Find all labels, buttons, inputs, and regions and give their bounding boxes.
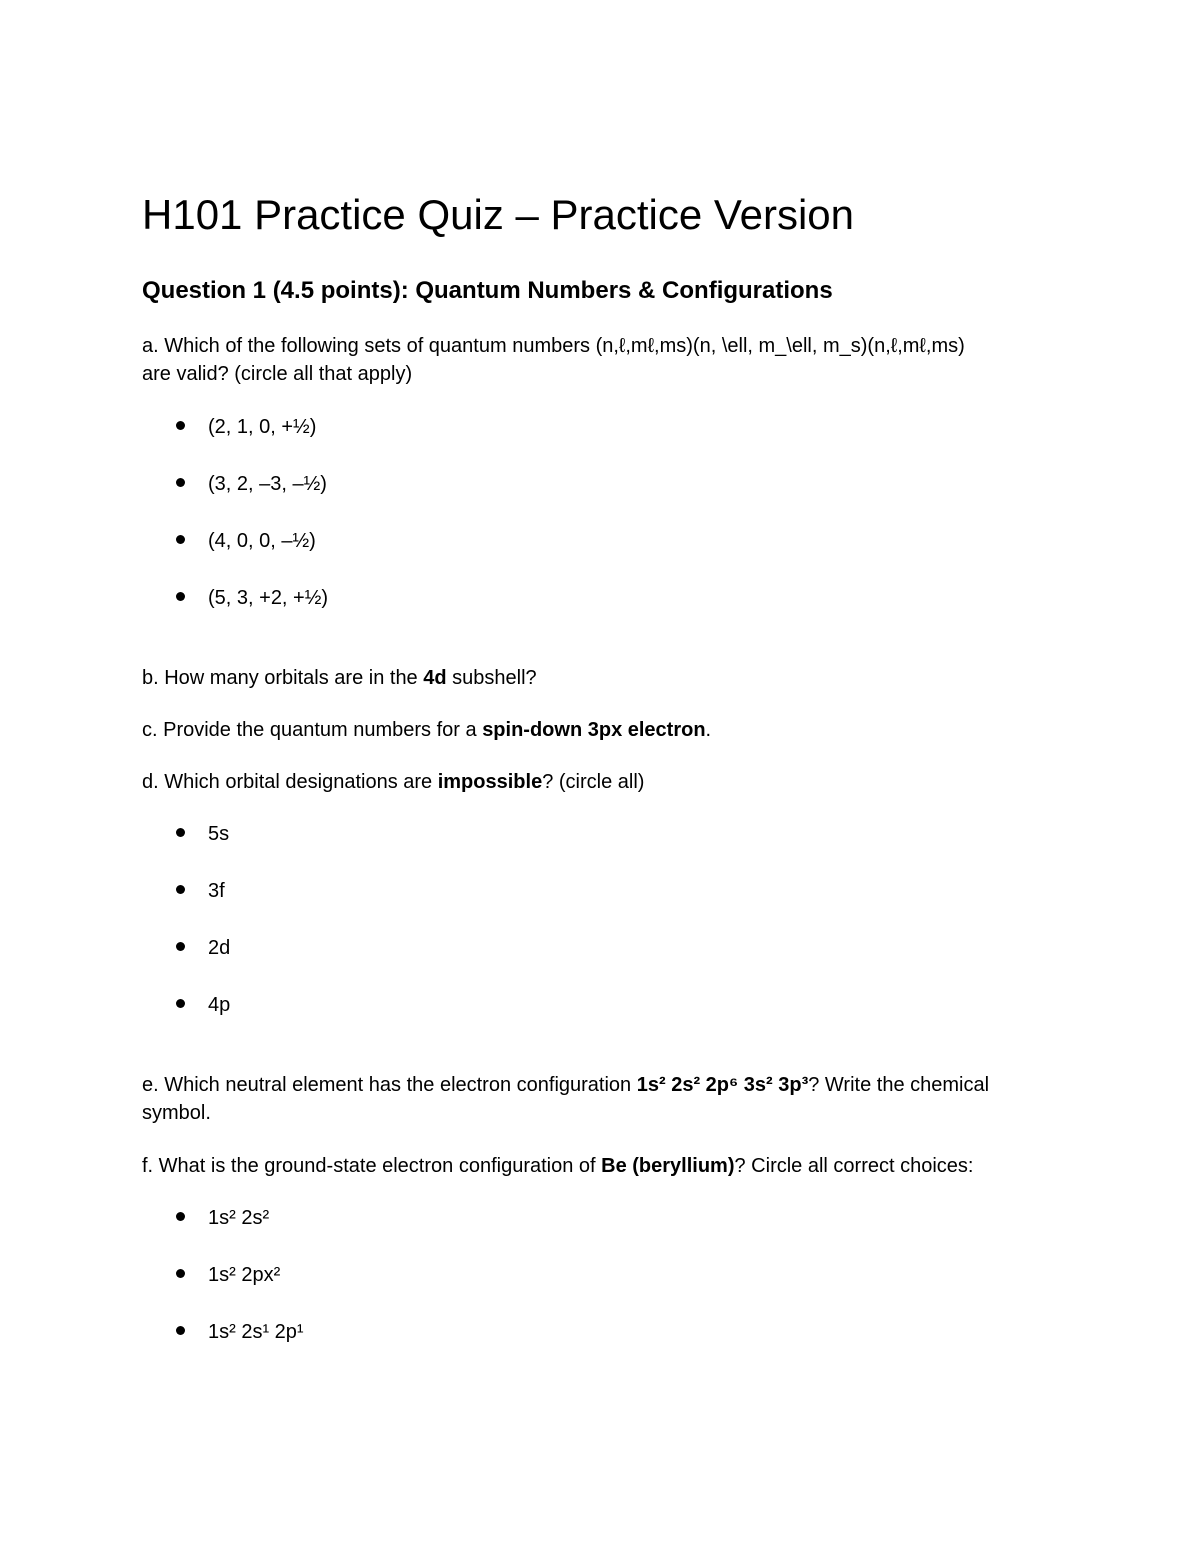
part-f-prefix: f. What is the ground-state electron configuration of xyxy=(142,1155,602,1177)
part-a-line2: are valid? (circle all that apply) xyxy=(142,363,413,385)
part-b-suffix: subshell? xyxy=(446,667,537,689)
list-item xyxy=(176,470,327,498)
option-text: 4p xyxy=(208,994,231,1016)
part-e-prefix: e. Which neutral element has the electron configuration xyxy=(142,1074,637,1096)
option-text: (3, 2, –3, –½) xyxy=(208,473,327,495)
question-part-e xyxy=(142,1071,1062,1127)
part-e-line1 xyxy=(142,1071,1062,1099)
option-text: 2d xyxy=(208,937,231,959)
bullet-icon xyxy=(176,942,185,951)
option-text: (5, 3, +2, +½) xyxy=(208,587,329,609)
option-text: 1s² 2s¹ 2p¹ xyxy=(208,1321,304,1343)
list-item xyxy=(176,877,225,905)
bullet-icon xyxy=(176,592,185,601)
list-item xyxy=(176,1318,304,1346)
part-f-suffix: ? Circle all correct choices: xyxy=(734,1155,974,1177)
bullet-icon xyxy=(176,421,185,430)
question-part-c xyxy=(142,716,1062,744)
bullet-icon xyxy=(176,885,185,894)
option-text: 3f xyxy=(208,880,225,902)
part-f-bold: Be (beryllium) xyxy=(601,1155,735,1177)
bullet-icon xyxy=(176,478,185,487)
list-item xyxy=(176,1204,269,1232)
question-part-a xyxy=(142,332,1062,388)
page-title: H101 Practice Quiz – Practice Version xyxy=(142,191,854,238)
list-item xyxy=(176,1261,280,1289)
part-e-suffix: ? Write the chemical xyxy=(808,1074,990,1096)
bullet-icon xyxy=(176,1269,185,1278)
bullet-icon xyxy=(176,535,185,544)
list-item xyxy=(176,991,230,1019)
part-a-line1: a. Which of the following sets of quantum numbers (n,ℓ,mℓ,ms)(n, \ell, m_\ell, m_s)(n,ℓ,mℓ,ms) xyxy=(142,335,965,357)
bullet-icon xyxy=(176,1326,185,1335)
question-part-d xyxy=(142,768,1062,796)
bullet-icon xyxy=(176,828,185,837)
part-b-bold: 4d xyxy=(423,667,447,689)
list-item xyxy=(176,934,230,962)
list-item xyxy=(176,527,316,555)
option-text: 1s² 2px² xyxy=(208,1264,281,1286)
list-item xyxy=(176,413,316,441)
part-c-suffix: . xyxy=(705,719,712,741)
option-text: (2, 1, 0, +½) xyxy=(208,416,317,438)
part-e-line2: symbol. xyxy=(142,1102,211,1124)
bullet-icon xyxy=(176,999,185,1008)
option-text: 1s² 2s² xyxy=(208,1207,270,1229)
option-text: 5s xyxy=(208,823,230,845)
part-b-prefix: b. How many orbitals are in the xyxy=(142,667,424,689)
list-item xyxy=(176,584,328,612)
part-d-prefix: d. Which orbital designations are xyxy=(142,771,438,793)
part-e-bold: 1s² 2s² 2p⁶ 3s² 3p³ xyxy=(636,1074,809,1096)
question-part-b xyxy=(142,664,1062,692)
bullet-icon xyxy=(176,1212,185,1221)
list-item xyxy=(176,820,229,848)
part-d-bold: impossible xyxy=(437,771,543,793)
option-text: (4, 0, 0, –½) xyxy=(208,530,316,552)
part-d-suffix: ? (circle all) xyxy=(542,771,645,793)
part-c-prefix: c. Provide the quantum numbers for a xyxy=(142,719,483,741)
question-part-f xyxy=(142,1152,1062,1180)
question-heading: Question 1 (4.5 points): Quantum Numbers & Configurations xyxy=(142,277,833,304)
part-c-bold: spin-down 3px electron xyxy=(482,719,706,741)
